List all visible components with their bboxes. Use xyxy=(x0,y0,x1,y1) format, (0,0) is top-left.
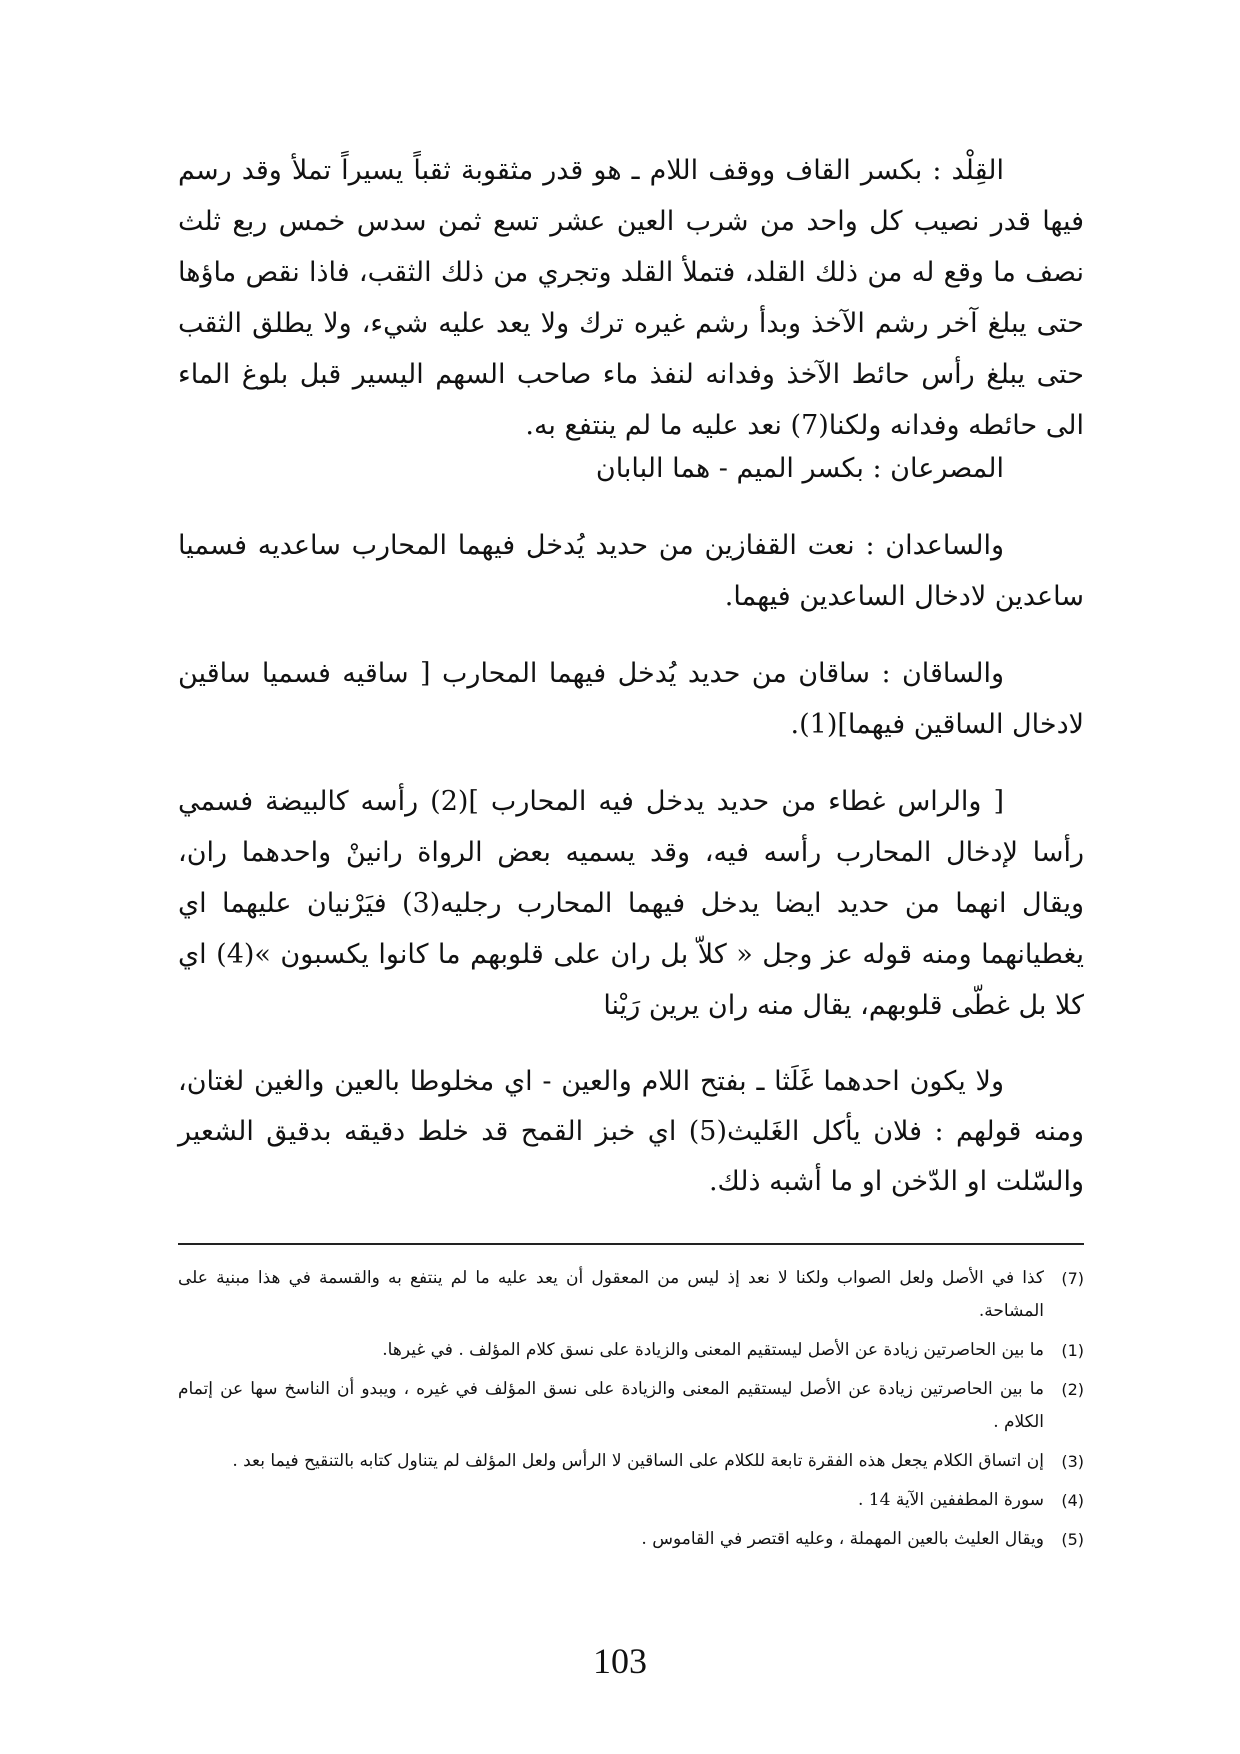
footnote-number: (7) xyxy=(1061,1269,1084,1288)
paragraph-saqan: والساقان : ساقان من حديد يُدخل فيهما المحارب [ ساقيه فسميا ساقين لادخال الساقين فيهما](1). xyxy=(178,658,1084,740)
footnote-text: ما بين الحاصرتين زيادة عن الأصل ليستقيم المعنى والزيادة على نسق كلام المؤلف . في غيرها. xyxy=(382,1340,1044,1360)
paragraph-saidan: والساعدان : نعت القفازين من حديد يُدخل فيهما المحارب ساعديه فسميا ساعدين لادخال الساعدين فيهما. xyxy=(178,530,1084,612)
footnote-text: سورة المطففين الآية 14 . xyxy=(857,1490,1044,1510)
footnote-item xyxy=(178,1373,1084,1439)
page-number: 103 xyxy=(593,1641,647,1681)
paragraph-ras: [ والراس غطاء من حديد يدخل فيه المحارب ](2) رأسه كالبيضة فسمي رأسا لإدخال المحارب رأسه فيه، وقد يسميه بعض الرواة رانينْ واحدهما ران، ويقال انهما من حديد ايضا يدخل فيهما المحارب رجليه(3) فيَرْنيان عليهما اي يغطيانهما ومنه قوله عز وجل « كلاّ بل ران على قلوبهم ما كانوا يكسبون »(4) اي كلا بل غطّى قلوبهم، يقال منه ران يرين رَيْنا xyxy=(178,786,1085,1021)
footnote-number: (1) xyxy=(1061,1341,1084,1360)
footnote-item xyxy=(178,1523,1084,1556)
footnote-number: (2) xyxy=(1061,1380,1084,1399)
paragraph-ghalath: ولا يكون احدهما غَلَثا ـ بفتح اللام والعين - اي مخلوطا بالعين والغين لغتان، ومنه قولهم : فلان يأكل الغَليث(5) اي خبز القمح قد خلط دقيقه بدقيق الشعير والسّلت او الدّخن او ما أشبه ذلك. xyxy=(178,1066,1084,1197)
footnote-item xyxy=(178,1484,1084,1517)
footnotes xyxy=(178,1262,1084,1562)
footnote-number: (3) xyxy=(1061,1452,1084,1471)
footnote-number: (5) xyxy=(1061,1530,1084,1549)
footnote-text: ما بين الحاصرتين زيادة عن الأصل ليستقيم المعنى والزيادة على نسق المؤلف في غيره ، ويبدو أن الناسخ سها عن إتمام الكلام . xyxy=(178,1379,1044,1432)
footnote-item xyxy=(178,1262,1084,1328)
footnote-divider xyxy=(178,1243,1084,1245)
footnote-number: (4) xyxy=(1061,1491,1084,1510)
footnote-item xyxy=(178,1334,1084,1367)
main-text xyxy=(178,145,1084,1233)
footnote-text: كذا في الأصل ولعل الصواب ولكنا لا نعد إذ ليس من المعقول أن يعد عليه ما لم ينتفع به والقسمة في هذا مبنية على المشاحة. xyxy=(178,1268,1044,1321)
footnote-text: إن اتساق الكلام يجعل هذه الفقرة تابعة للكلام على الساقين لا الرأس ولعل المؤلف لم يتناول كتابه بالتنقيح فيما بعد . xyxy=(232,1451,1044,1471)
footnote-text: ويقال العليث بالعين المهملة ، وعليه اقتصر في القاموس . xyxy=(641,1529,1044,1549)
paragraph-misraan: المصرعان : بكسر الميم - هما البابان xyxy=(595,453,1004,484)
footnote-item xyxy=(178,1445,1084,1478)
paragraph-qild: القِلْد : بكسر القاف ووقف اللام ـ هو قدر مثقوبة ثقباً يسيراً تملأ وقد رسم فيها قدر نصيب كل واحد من شرب العين عشر تسع ثمن سدس خمس ربع ثلث نصف ما وقع له من ذلك القلد، فتملأ القلد وتجري من ذلك الثقب، فاذا نقص ماؤها حتى يبلغ آخر رشم الآخذ وبدأ رشم غيره ترك ولا يعد عليه شيء، ولا يطلق الثقب حتى يبلغ رأس حائط الآخذ وفدانه لنفذ ماء صاحب السهم اليسير قبل بلوغ الماء الى حائطه وفدانه ولكنا(7) نعد عليه ما لم ينتفع به. xyxy=(178,155,1084,441)
